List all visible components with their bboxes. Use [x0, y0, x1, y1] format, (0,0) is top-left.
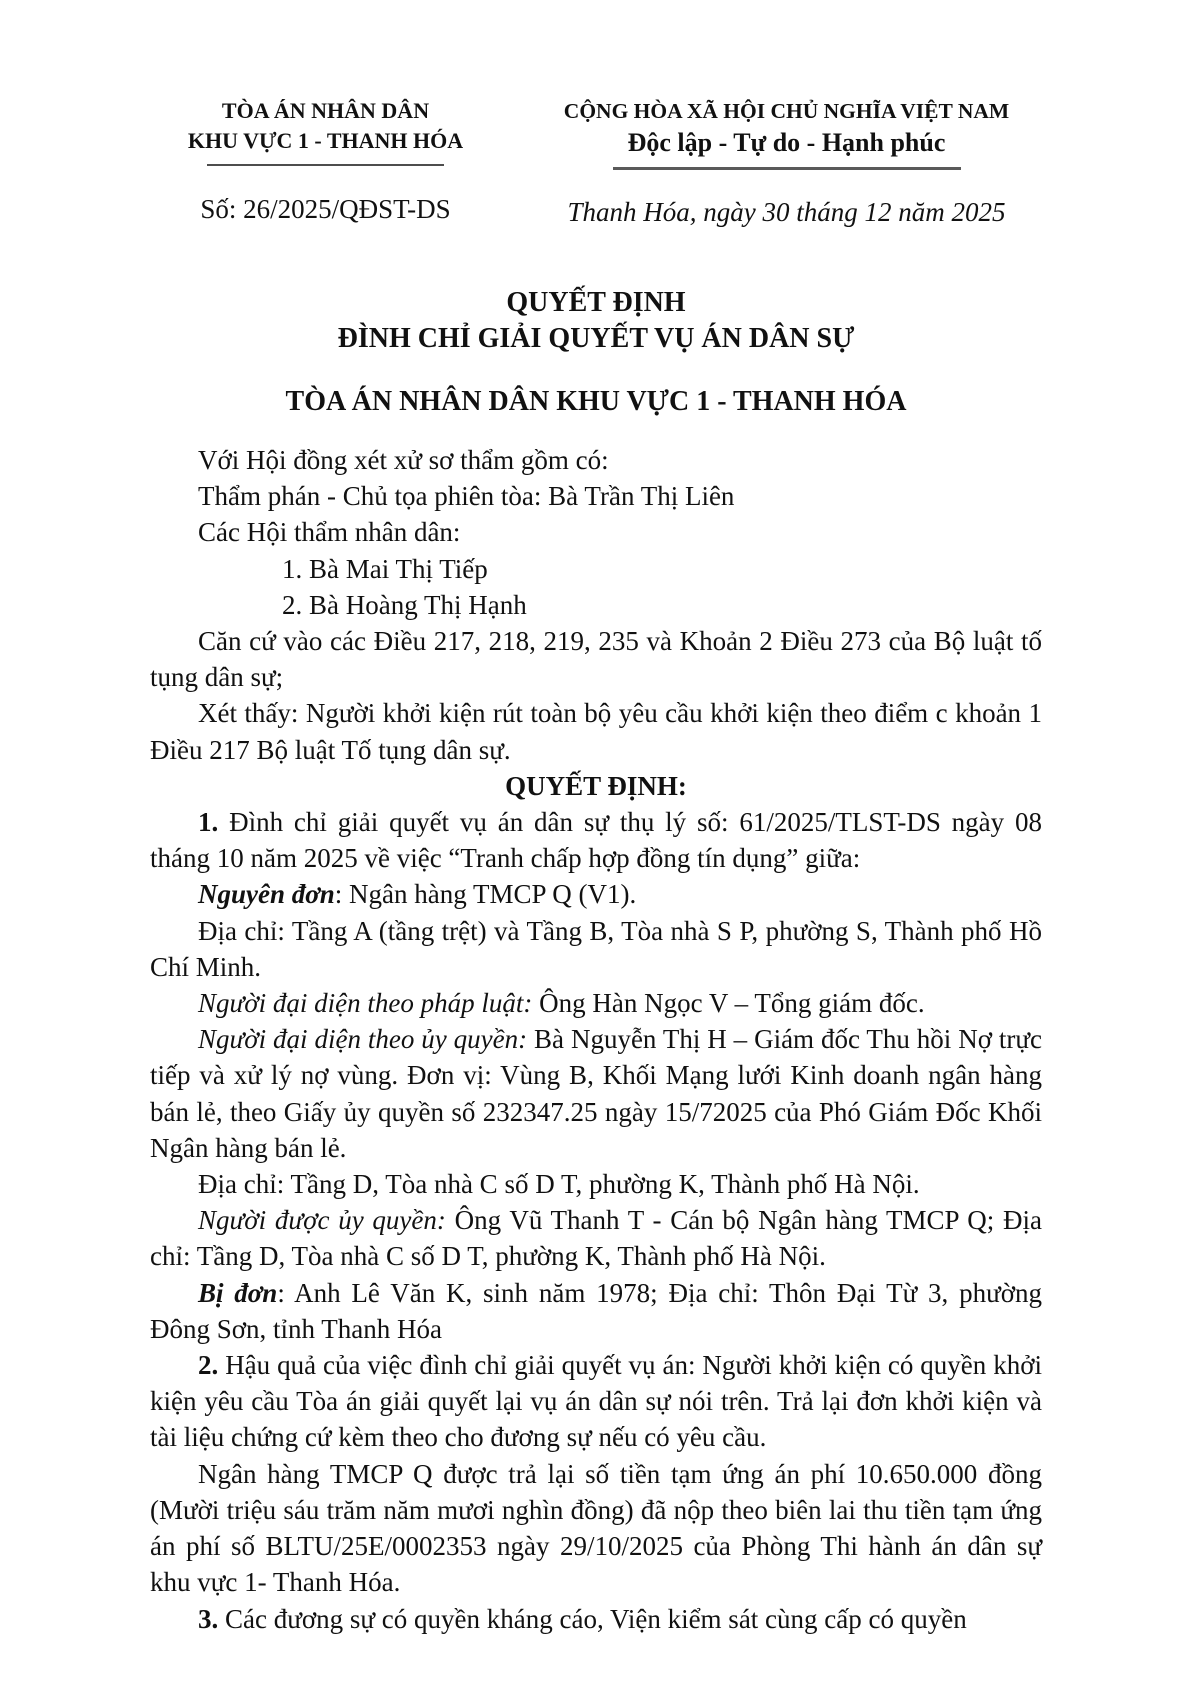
authorized-representative: Người đại diện theo ủy quyền: Bà Nguyễn Thị H – Giám đốc Thu hồi Nợ trực tiếp và xử lý nợ vùng. Đơn vị: Vùng B, Khối Mạng lưới Kinh doanh ngân hàng bán lẻ, theo Giấy ủy quyền số 232347.25 ngày 15/72025 của Phó Giám Đốc Khối Ngân hàng bán lẻ. [150, 1024, 1043, 1163]
judge-line: Thẩm phán - Chủ tọa phiên tòa: Bà Trần Thị Liên [198, 481, 735, 512]
assessor-1: 1. Bà Mai Thị Tiếp [282, 553, 488, 584]
document-title: QUYẾT ĐỊNH [506, 287, 686, 318]
defendant: Bị đơn: Anh Lê Văn K, sinh năm 1978; Địa chỉ: Thôn Đại Từ 3, phường Đông Sơn, tỉnh Thanh Hóa [150, 1277, 1042, 1344]
page-content [150, 96, 1042, 1637]
legal-representative: Người đại diện theo pháp luật: Ông Hàn Ngọc V – Tổng giám đốc. [198, 988, 925, 1019]
national-motto-block [531, 96, 1042, 229]
decision-item-2: 2. Hậu quả của việc đình chỉ giải quyết vụ án: Người khởi kiện có quyền khởi kiện yêu cầu Tòa án giải quyết lại vụ án dân sự nói trên. Trả lại đơn khởi kiện và tài liệu chứng cứ kèm theo cho đương sự nếu có yêu cầu. [150, 1350, 1042, 1453]
republic-name: CỘNG HÒA XÃ HỘI CHỦ NGHĨA VIỆT NAM [563, 99, 1010, 123]
court-name-line1: TÒA ÁN NHÂN DÂN [221, 98, 430, 123]
document-number: Số: 26/2025/QĐST-DS [200, 194, 451, 224]
assessors-label: Các Hội thẩm nhân dân: [198, 517, 461, 548]
decision-heading: QUYẾT ĐỊNH: [505, 770, 687, 801]
decision-item-1: 1. Đình chỉ giải quyết vụ án dân sự thụ lý số: 61/2025/TLST-DS ngày 08 tháng 10 năm 2025 về việc “Tranh chấp hợp đồng tín dụng” giữa: [150, 807, 1043, 874]
plaintiff-address: Địa chỉ: Tầng A (tầng trệt) và Tầng B, Tòa nhà S P, phường S, Thành phố Hồ Chí Minh. [150, 915, 1042, 982]
place-date-line: Thanh Hóa, ngày 30 tháng 12 năm 2025 [567, 197, 1006, 227]
assessor-2: 2. Bà Hoàng Thị Hạnh [282, 589, 527, 620]
court-name-underline [207, 164, 444, 166]
authorized-person: Người được ủy quyền: Ông Vũ Thanh T - Cán bộ Ngân hàng TMCP Q; Địa chỉ: Tầng D, Tòa nhà C số D T, phường K, Thành phố Hà Nội. [150, 1205, 1042, 1272]
plaintiff: Nguyên đơn: Ngân hàng TMCP Q (V1). [198, 879, 637, 910]
authorized-rep-address: Địa chỉ: Tầng D, Tòa nhà C số D T, phường K, Thành phố Hà Nội. [198, 1169, 920, 1200]
national-motto: Độc lập - Tự do - Hạnh phúc [627, 128, 946, 157]
fee-refund: Ngân hàng TMCP Q được trả lại số tiền tạm ứng án phí 10.650.000 đồng (Mười triệu sáu trăm năm mươi nghìn đồng) đã nộp theo biên lai thu tiền tạm ứng án phí số BLTU/25E/0002353 ngày 29/10/2025 của Phòng Thi hành án dân sự khu vực 1- Thanh Hóa. [150, 1458, 1042, 1598]
court-name-line2: KHU VỰC 1 - THANH HÓA [187, 128, 464, 153]
finding: Xét thấy: Người khởi kiện rút toàn bộ yêu cầu khởi kiện theo điểm c khoản 1 Điều 217 Bộ luật Tố tụng dân sự. [150, 698, 1042, 765]
decision-item-3: 3. Các đương sự có quyền kháng cáo, Viện kiểm sát cùng cấp có quyền [198, 1603, 967, 1634]
motto-underline [613, 167, 961, 170]
panel-intro: Với Hội đồng xét xử sơ thẩm gồm có: [198, 445, 609, 475]
document-title-block [150, 285, 1042, 420]
legal-basis: Căn cứ vào các Điều 217, 218, 219, 235 và Khoản 2 Điều 273 của Bộ luật tố tụng dân sự; [150, 626, 1042, 693]
issuing-court-block [158, 96, 493, 226]
document-subtitle: ĐÌNH CHỈ GIẢI QUYẾT VỤ ÁN DÂN SỰ [337, 323, 855, 354]
document-body [150, 442, 1042, 1637]
document-header [150, 96, 1042, 229]
deciding-court-name: TÒA ÁN NHÂN DÂN KHU VỰC 1 - THANH HÓA [285, 386, 907, 417]
